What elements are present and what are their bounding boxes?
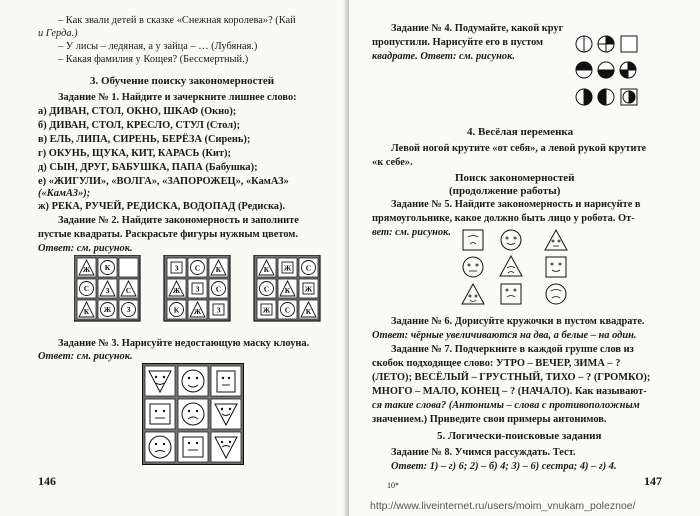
- grid2-letter: К: [173, 305, 180, 315]
- grid3-letter: К: [305, 307, 312, 316]
- task7-line1: Задание № 7. Подчеркните в каждой группе слов из: [391, 344, 634, 355]
- task7-line3: (ЛЕТО); ВЕСЁЛЫЙ – ГРУСТНЫЙ, ТИХО – ? (ГРОМКО);: [372, 372, 651, 383]
- grid3-letter: Ж: [262, 305, 271, 315]
- grid2-letter: З: [195, 284, 200, 294]
- grid1-letter: К: [104, 263, 111, 272]
- grid2-letter: С: [215, 284, 222, 294]
- grid2-letter: Ж: [172, 286, 181, 295]
- dialog-line-1: – Как звали детей в сказке «Снежная королева»? (Кай: [58, 15, 296, 26]
- grid3-letter: Ж: [283, 263, 292, 273]
- grid1-letter: З: [105, 286, 110, 295]
- task2-line1: Задание № 2. Найдите закономерность и заполните: [58, 215, 299, 226]
- task2-grid-1: [74, 255, 140, 321]
- watermark-url[interactable]: http://www.liveinternet.ru/users/moim_vnukam_poleznoe/: [370, 500, 636, 512]
- task1-item-b: б) ДИВАН, СТОЛ, КРЕСЛО, СТУЛ (Стол);: [38, 120, 241, 131]
- task1-item-g: ж) РЕКА, РУЧЕЙ, РЕДИСКА, ВОДОПАД (Редиска).: [38, 201, 286, 212]
- grid3-letter: С: [263, 284, 270, 294]
- page-number-left: 146: [38, 474, 56, 488]
- task2-answer: Ответ: см. рисунок.: [38, 243, 133, 254]
- task3-clown-grid: [142, 363, 244, 465]
- task8-answer: Ответ: 1) – г) 6; 2) – б) 4; 3) – 6) сестра; 4) – г) 4.: [391, 461, 617, 472]
- task6-line2: Ответ: чёрные увеличиваются на два, а белые – на один.: [372, 330, 637, 341]
- task2-line2: пустые квадраты. Раскрасьте фигуры нужным цветом.: [38, 229, 298, 240]
- section4-line2: «к себе».: [372, 157, 413, 168]
- task2-figure: [74, 255, 322, 323]
- task5-robot-faces: [461, 228, 585, 306]
- page-number-right: 147: [644, 474, 662, 488]
- grid2-letter: К: [215, 265, 222, 274]
- grid3-letter: Ж: [304, 284, 313, 294]
- task7-line2: скобок подходящее слово: УТРО – ВЕЧЕР, ЗИМА – ?: [372, 358, 621, 369]
- task4-line3: квадрате. Ответ: см. рисунок.: [372, 51, 515, 62]
- task1-item-f-answer: («КамАЗ»);: [38, 188, 91, 199]
- section-title-continued-1: Поиск закономерностей: [455, 172, 575, 184]
- task4-circles-figure: [574, 34, 640, 110]
- section-title-continued-2: (продолжение работы): [449, 185, 561, 197]
- footer-mark: 10*: [387, 481, 399, 490]
- grid1-letter: С: [125, 286, 132, 295]
- grid2-letter: З: [174, 263, 179, 273]
- left-page: [0, 0, 349, 516]
- grid1-letter: С: [83, 284, 90, 293]
- section5-title: 5. Логически-поисковые задания: [437, 430, 602, 442]
- task4-line1: Задание № 4. Подумайте, какой круг: [391, 23, 564, 34]
- section4-line1: Левой ногой крутите «от себя», а левой рукой крутите: [391, 143, 647, 154]
- section4-title: 4. Весёлая переменка: [467, 126, 574, 138]
- task3-answer: Ответ: см. рисунок.: [38, 351, 133, 362]
- task1-item-d: г) ОКУНЬ, ЩУКА, КИТ, КАРАСЬ (Кит);: [38, 148, 231, 159]
- task5-line2: прямоугольнике, какое должно быть лицо у робота. От-: [372, 213, 635, 224]
- grid2-letter: С: [194, 263, 201, 273]
- dialog-line-4: – Какая фамилия у Кощея? (Бессмертный.): [58, 54, 249, 65]
- task1-title: Задание № 1. Найдите и зачеркните лишнее слово:: [58, 92, 297, 103]
- dialog-line-2: и Герда.): [38, 28, 78, 39]
- task7-line4: МНОГО – МАЛО, КОНЕЦ – ? (НАЧАЛО). Как называют-: [372, 386, 647, 397]
- task3-line1: Задание № 3. Нарисуйте недостающую маску клоуна.: [58, 338, 310, 349]
- grid1-letter: Ж: [103, 305, 112, 314]
- grid2-letter: З: [216, 305, 221, 315]
- task4-line2: пропустили. Нарисуйте его в пустом: [372, 37, 544, 48]
- task7-line5: ся такие слова? (Антонимы – слова с противоположным: [372, 400, 640, 411]
- dialog-line-3: – У лисы – ледяная, а у зайца – … (Лубяная.): [58, 41, 258, 52]
- task7-line6: значением.) Приведите свои примеры антонимов.: [372, 414, 607, 425]
- grid3-letter: К: [284, 286, 291, 295]
- task2-grid-2: [164, 255, 230, 321]
- task5-line3: вет: см. рисунок.: [372, 227, 452, 238]
- grid3-letter: К: [263, 265, 270, 274]
- grid1-letter: К: [83, 307, 90, 316]
- grid2-letter: Ж: [193, 307, 202, 316]
- grid3-letter: С: [284, 305, 291, 315]
- section-title-3: 3. Обучение поиску закономерностей: [90, 75, 275, 87]
- grid3-letter: С: [305, 263, 312, 273]
- grid1-letter: З: [126, 305, 131, 314]
- right-page: [349, 0, 700, 516]
- task1-item-e: д) СЫН, ДРУГ, БАБУШКА, ПАПА (Бабушка);: [38, 162, 258, 173]
- task6-line1: Задание № 6. Дорисуйте кружочки в пустом квадрате.: [391, 316, 645, 327]
- task8-line1: Задание № 8. Учимся рассуждать. Тест.: [391, 447, 576, 458]
- task1-item-f: е) «ЖИГУЛИ», «ВОЛГА», «ЗАПОРОЖЕЦ», «КамАЗ»: [38, 176, 289, 187]
- task1-item-a: а) ДИВАН, СТОЛ, ОКНО, ШКАФ (Окно);: [38, 106, 237, 117]
- task2-grid-3: [254, 255, 320, 321]
- grid1-letter: Ж: [82, 265, 91, 274]
- task1-item-c: в) ЕЛЬ, ЛИПА, СИРЕНЬ, БЕРЁЗА (Сирень);: [38, 134, 251, 145]
- task5-line1: Задание № 5. Найдите закономерность и нарисуйте в: [391, 199, 641, 210]
